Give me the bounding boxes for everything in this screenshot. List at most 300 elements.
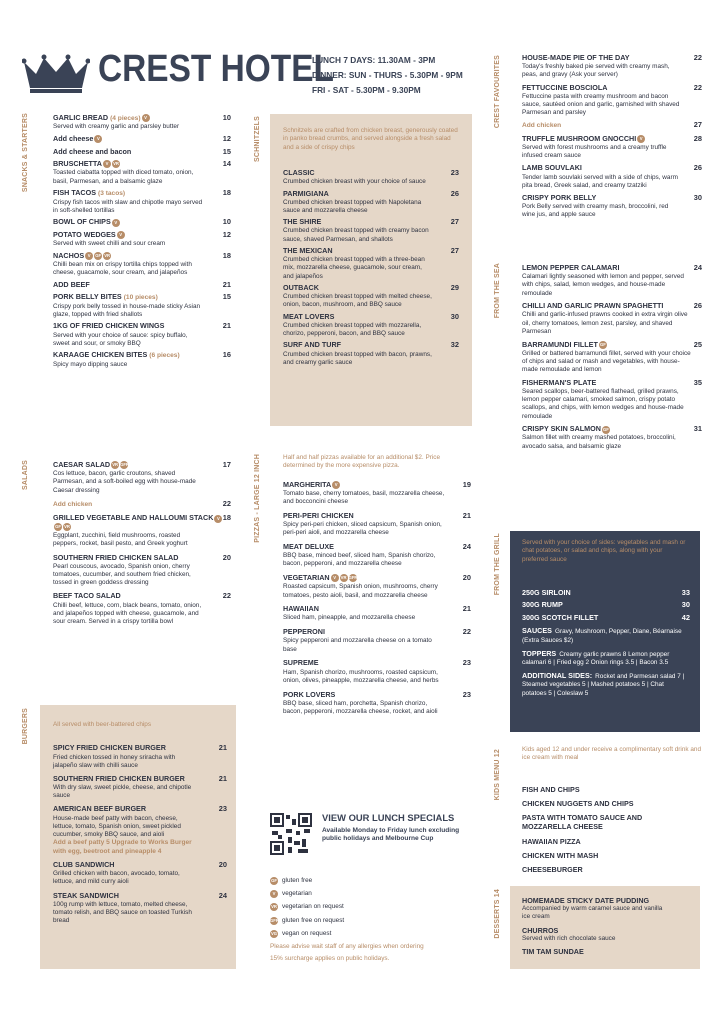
item-name: POTATO WEDGES [53,229,116,239]
pizzas-section [283,454,471,721]
diet-v-icon: V [214,515,222,523]
item-description: Ham, Spanish chorizo, mushrooms, roasted capsicum, onion, olives, pineapple, mozzarella cheese, and herbs [283,668,439,684]
item-row [522,424,702,434]
favourites-section [522,53,702,222]
item-row [53,350,231,360]
item-title [283,312,334,322]
item-price: 23 [450,167,459,177]
diet-gf-icon: GF [271,878,277,884]
snacks-item [53,350,231,369]
item-row [283,573,471,583]
salads-label: SALADS [22,460,29,490]
item-addon: Add a beef patty 5 Upgrade to Works Burger with egg, beetroot and pineapple 4 [53,839,192,855]
item-description: Spicy pepperoni and mozzarella cheese on a tomato base [283,637,432,653]
item-title [283,283,319,293]
item-price: 27 [450,217,459,227]
item-name: BRUSCHETTA [53,159,102,169]
item-name: MEAT DELUXE [283,541,334,551]
snacks-item [53,292,231,319]
snacks-item [53,321,231,348]
item-price: 21 [462,604,471,614]
item-name: HOUSE-MADE PIE OF THE DAY [522,53,630,62]
burgers-label: BURGERS [22,708,29,745]
legend-label: vegetarian on request [282,903,344,911]
snacks-item [53,251,231,278]
item-title [53,591,121,601]
item-name: FISHERMAN'S PLATE [522,377,597,387]
item-description: Pork Belly served with creamy mash, broccolini, red wine jus, and apple sauce [522,203,669,219]
hours-dinner-weekend: FRI - SAT - 5.30PM - 9.30PM [312,85,421,95]
grill-label: FROM THE GRILL [494,533,501,596]
favourites-item [522,83,702,118]
item-name: 1KG OF FRIED CHICKEN WINGS [53,321,165,331]
item-title [53,292,158,302]
burgers-item [53,743,227,770]
item-name: PORK BELLY BITES [53,292,122,302]
diet-gf-icon: GF [599,341,606,347]
item-name: ADD BEEF [53,279,90,289]
item-description: Toasted ciabatta topped with diced tomato, onion, basil, Parmesan, and a balsamic glaze [53,169,194,185]
item-name: BOWL OF CHIPS [53,217,111,227]
sea-label: FROM THE SEA [494,263,501,319]
snacks-item [53,230,231,248]
item-name: MARGHERITA [283,479,332,489]
kids-intro: Kids aged 12 and under receive a complimentary soft drink and ice cream with meal [522,746,702,762]
item-row [283,168,459,178]
legend-item [270,903,470,911]
item-title [53,860,115,870]
item-description: Crumbed chicken breast with your choice of sauce [283,178,426,186]
item-price: 22 [462,627,471,637]
grill-item-name: 250G SIRLOIN [522,587,571,597]
item-title [522,193,596,203]
item-price: 21 [222,321,231,331]
item-row [522,163,702,173]
item-description: Pearl couscous, avocado, Spanish onion, cherry tomatoes, cucumber, and southern fried chicken, tossed in green goddess dressing [53,562,191,587]
item-price: 20 [218,860,227,870]
grill-item [522,600,690,609]
hours-dinner-weekday: DINNER: SUN - THURS - 5.30PM - 9PM [312,70,463,80]
item-row [53,230,231,240]
lunch-specials [322,812,472,844]
sea-item [522,263,702,298]
diet-gf-icon: GF [603,426,609,432]
item-description: Served with sweet chilli and sour cream [53,240,166,248]
grill-sauces-text: Gravy, Mushroom, Pepper, Diane, Béarnaise (Extra Sauces $2) [522,628,682,644]
item-title [53,460,128,470]
surcharge-note: 15% surcharge applies on public holidays. [270,955,390,963]
item-price: 18 [222,188,231,198]
pizzas-item [283,604,471,622]
item-name: SUPREME [283,658,319,668]
item-price: 12 [222,229,231,239]
item-price: 24 [462,541,471,551]
item-price: 30 [693,192,702,202]
item-title [53,743,166,753]
item-title [522,163,582,173]
favourites-label: CREST FAVOURITES [494,55,501,129]
item-name: CRISPY PORK BELLY [522,192,597,202]
item-row [53,321,231,331]
hotel-name: CREST HOTEL [98,48,334,90]
item-price: 30 [450,311,459,321]
item-row [283,312,459,322]
item-description: Fried chicken tossed in honey sriracha with jalapeño slaw with chilli sauce [53,753,176,769]
kids-section [522,746,702,879]
item-title [53,350,180,360]
item-row [283,217,459,227]
item-description: Crispy pork belly tossed in house-made sticky Asian glaze, topped with fried shallots [53,302,201,318]
diet-vr-icon: VR [340,575,347,581]
legend-item [270,930,470,938]
item-portion: (3 tacos) [98,190,126,198]
item-name: Add chicken [522,122,562,130]
item-description: Roasted capsicum, Spanish onion, mushrooms, cherry tomatoes, pesto aioli, basil, and mozzarella cheese [283,583,438,599]
item-row [53,591,231,601]
salads-item [53,553,231,588]
item-row [53,891,227,901]
item-description: BBQ base, sliced ham, porchetta, Spanish chorizo, bacon, pepperoni, mozzarella cheese, rocket, and aioli [283,699,438,715]
diet-vg-icon: VG [270,930,278,936]
diet-gfr-icon: GFR [348,575,358,581]
item-portion: (10 pieces) [123,294,158,302]
burgers-intro: All served with beer-battered chips [53,721,152,728]
dietary-legend [270,877,470,964]
item-row [53,217,231,227]
item-price: 22 [222,591,231,601]
item-title [283,217,321,227]
item-name: FISH TACOS [53,188,96,198]
legend-label: gluten free on request [282,916,345,924]
item-price: 15 [222,292,231,302]
salads-item [53,499,231,509]
item-title [283,511,354,521]
item-name: KARAAGE CHICKEN BITES [53,350,148,360]
item-price: 35 [693,377,702,387]
item-title [522,301,663,311]
item-name: THE SHIRE [283,217,322,227]
item-row [522,378,702,388]
item-row [283,627,471,637]
item-name: PERI-PERI CHICKEN [283,510,354,520]
item-title [522,424,610,434]
item-title [53,501,92,509]
grill-item-price: 30 [681,600,690,610]
item-title [283,573,357,583]
item-price: 21 [218,743,227,753]
sea-item [522,424,702,451]
diet-v-icon: V [112,219,120,227]
item-name: TRUFFLE MUSHROOM GNOCCHI [522,133,637,143]
item-description: Fettuccine pasta with creamy mushroom and bacon sauce, sautéed onion and garlic, garnished with shaved Parmesan and parsley [522,92,680,117]
item-row [283,283,459,293]
item-row [53,113,231,123]
pizzas-item [283,690,471,717]
item-name: SOUTHERN FRIED CHICKEN BURGER [53,773,185,783]
grill-item-price: 42 [681,612,690,622]
item-description: Crispy fish tacos with slaw and chipotle mayo served in soft-shelled tortillas [53,198,203,214]
item-name: BARRAMUNDI FILLET [522,339,598,349]
item-title [522,263,619,273]
item-name: PORK LOVERS [283,689,336,699]
item-name: CLUB SANDWICH [53,860,115,870]
diet-v-icon: V [85,252,93,260]
salads-item [53,513,231,548]
grill-sauces-label: SAUCES [522,626,552,636]
item-description: Calamari lightly seasoned with lemon and pepper, served with chips, salad, lemon wedges, and house-made remoulade [522,273,684,297]
item-row [522,301,702,311]
item-name: OUTBACK [283,282,319,292]
item-description: BBQ base, minced beef, sliced ham, Spanish chorizo, bacon, pepperoni, and mozzarella cheese [283,552,436,568]
item-title [522,340,607,350]
snacks-item [53,134,231,144]
item-row [283,542,471,552]
item-title [522,134,645,144]
favourites-item [522,134,702,161]
dessert-name: HOMEMADE STICKY DATE PUDDING [522,896,650,905]
schnitzels-item [283,283,459,310]
pizzas-item [283,627,471,654]
item-name: THE MEXICAN [283,246,333,256]
item-price: 20 [462,573,471,583]
item-description: Spicy mayo dipping sauce [53,360,128,368]
hours-lunch: LUNCH 7 DAYS: 11.30AM - 3PM [312,55,436,65]
item-title [53,188,125,198]
snacks-label: SNACKS & STARTERS [22,113,29,193]
item-price: 17 [222,460,231,469]
item-price: 18 [222,513,231,523]
item-price: 14 [222,159,231,169]
kids-item: CHICKEN NUGGETS AND CHIPS [522,798,634,808]
item-price: 10 [222,113,231,122]
grill-item [522,588,690,597]
item-name: Add cheese and bacon [53,146,132,156]
diet-vr-icon: VR [104,252,111,258]
grill-item-name: 300G SCOTCH FILLET [522,612,599,622]
item-price: 10 [222,217,231,227]
sea-item [522,378,702,421]
dessert-name: TIM TAM SUNDAE [522,947,584,956]
diet-gf-icon: GF [95,252,102,258]
item-description: Served with forest mushrooms and a creamy truffle infused cream sauce [522,143,667,160]
item-title [53,217,120,227]
sea-item [522,301,702,336]
item-name: FETTUCCINE BOSCIOLA [522,82,608,92]
item-row [283,511,471,521]
item-row [283,480,471,490]
burgers-section [53,721,227,929]
item-name: SURF AND TURF [283,340,342,350]
item-title [53,553,178,563]
item-title [53,159,120,169]
favourites-item [522,163,702,190]
item-row [53,774,227,784]
item-description: Spicy peri-peri chicken, sliced capsicum, Spanish onion, peri-peri aioli, and mozzarella cheese [283,521,442,537]
item-title [522,53,630,63]
item-row [53,499,231,509]
item-title [53,280,90,290]
pizzas-item [283,658,471,685]
item-title [283,604,319,614]
schnitzels-item [283,217,459,244]
grill-item-price: 33 [681,587,690,597]
item-title [53,147,131,157]
item-row [53,188,231,198]
item-name: CLASSIC [283,167,315,177]
item-name: MEAT LOVERS [283,311,335,321]
item-description: Seared scallops, beer-battered flathead, grilled prawns, lemon pepper calamari, smoked salmon, crispy potato scallops, and chips, with lemon wedges and house-made remoulade [522,387,684,420]
burgers-item [53,891,227,926]
diet-v-icon: V [332,481,340,489]
item-title [283,340,341,350]
diet-v-icon: V [103,160,111,168]
item-price: 24 [218,890,227,900]
pizzas-label: PIZZAS - LARGE 12 INCH [254,454,261,543]
item-name: Add cheese [53,134,94,144]
item-price: 23 [218,804,227,814]
item-row [53,159,231,169]
item-title [53,513,223,532]
burgers-item [53,774,227,801]
kids-item: HAWAIIAN PIZZA [522,836,581,846]
item-price: 27 [693,120,702,130]
grill-toppers-label: TOPPERS [522,648,557,658]
item-title [53,774,185,784]
item-row [522,263,702,273]
item-price: 26 [450,188,459,198]
item-title [283,690,335,700]
salads-item [53,591,231,626]
legend-label: gluten free [282,877,313,884]
item-price: 21 [218,773,227,783]
legend-item [270,917,470,925]
diet-gfr-icon: GFR [120,462,129,468]
crown-logo-icon [22,54,90,94]
diet-vr-icon: VR [113,161,119,167]
item-price: 26 [693,163,702,173]
item-title [283,542,334,552]
item-description: Served with creamy garlic and parsley butter [53,123,180,131]
item-price: 23 [462,689,471,699]
snacks-item [53,147,231,157]
opening-hours [312,53,463,98]
lunch-specials-title[interactable]: VIEW OUR LUNCH SPECIALS [322,812,455,823]
schnitzels-item [283,246,459,281]
item-description: Eggplant, zucchini, field mushrooms, roasted peppers, rocket, basil pesto, and Greek yoghurt [53,532,188,548]
grill-intro: Served with your choice of sides: vegetables and mash or chat potatoes, or salad and chips, along with your preferred sauce [522,539,686,563]
item-description: Tomato base, cherry tomatoes, basil, mozzarella cheese, and bocconcini cheese [283,489,445,506]
item-description: 100g rump with lettuce, tomato, melted cheese, tomato relish, and BBQ sauce on toasted Turkish bread [53,900,192,925]
item-price: 22 [693,53,702,62]
grill-toppers [522,649,690,667]
item-price: 25 [693,339,702,349]
item-title [522,378,596,388]
item-description: Chilli and garlic-infused prawns cooked in extra virgin olive oil, cherry tomatoes, lemon zest, parsley, and shaved Parmesan [522,311,688,335]
item-title [53,230,125,240]
item-name: PEPPERONI [283,627,325,637]
item-portion: (4 pieces) [110,115,141,122]
schnitzels-item [283,340,459,367]
salads-item [53,460,231,495]
qr-code-icon[interactable] [270,813,312,855]
snacks-item [53,188,231,215]
item-title [522,83,607,93]
item-price: 15 [222,146,231,156]
lunch-specials-text: Available Monday to Friday lunch excluding public holidays and Melbourne Cup [322,827,460,843]
item-row [53,460,231,470]
grill-sauces [522,626,690,644]
diet-vr-icon: VR [64,524,70,530]
grill-toppers-text: Creamy garlic prawns 8 Lemon pepper calamari 6 | Fried egg 2 Onion rings 3.5 | Bacon 3.5 [522,650,670,666]
item-title [53,321,164,331]
item-row [283,246,459,256]
snacks-section [53,113,231,371]
snacks-item [53,280,231,290]
item-description: Chilli beef, lettuce, corn, black beans, tomato, onion, and jalapeños topped with cheese, guacamole, and sour cream. Served in a crispy tortilla bowl [53,601,202,625]
legend-label: vegan on request [282,929,332,937]
item-description: Sliced ham, pineapple, and mozzarella cheese [283,614,416,622]
item-title [283,168,315,178]
item-title [283,189,329,199]
item-title [283,246,333,256]
item-description: Grilled chicken with bacon, avocado, tomato, lettuce, and mild curry aioli [53,870,180,886]
item-row [53,804,227,814]
item-name: SOUTHERN FRIED CHICKEN SALAD [53,552,179,562]
schnitzels-item [283,312,459,339]
item-description: Crumbed chicken breast topped with a three-bean mix, mozzarella cheese, guacamole, sour cream, and jalapeños [283,256,425,280]
item-description: Crumbed chicken breast topped with bacon, prawns, and creamy garlic sauce [283,350,432,366]
item-name: NACHOS [53,250,85,260]
item-row [522,83,702,93]
diet-gfr-icon: GFR [270,917,279,923]
item-description: Today's freshly baked pie served with creamy mash, peas, and gravy (Ask your server) [522,63,670,79]
kids-item: CHEESEBURGER [522,864,583,874]
legend-label: vegetarian [282,890,312,898]
schnitzels-item [283,189,459,216]
desserts-label: DESSERTS 14 [494,889,501,939]
item-title [283,658,319,668]
item-title [283,480,340,490]
item-price: 28 [693,133,702,143]
kids-label: KIDS MENU 12 [494,749,501,801]
dessert-description: Served with rich chocolate sauce [522,934,616,942]
item-name: GRILLED VEGETABLE AND HALLOUMI STACK [53,513,214,523]
kids-item: CHICKEN WITH MASH [522,850,599,860]
schnitzels-item [283,168,459,186]
item-row [53,553,231,563]
item-row [53,280,231,290]
diet-v-icon: V [94,135,102,143]
item-row [53,251,231,261]
item-description: Salmon fillet with creamy mashed potatoes, broccolini, avocado salsa, and balsamic glaze [522,434,676,450]
allergy-note: Please advise wait staff of any allergies when ordering [270,942,424,950]
item-row [283,340,459,350]
favourites-item [522,193,702,220]
item-name: HAWAIIAN [283,604,319,614]
item-row [53,134,231,144]
item-row [283,189,459,199]
item-price: 22 [693,82,702,92]
snacks-item [53,159,231,186]
salads-section [53,460,231,630]
item-name: CHILLI AND GARLIC PRAWN SPAGHETTI [522,301,664,311]
item-description: Crumbed chicken breast topped with creamy bacon sauce, shaved Parmesan, and shallots [283,227,429,243]
snacks-item [53,113,231,132]
item-price: 20 [222,552,231,562]
item-price: 29 [450,282,459,292]
item-name: AMERICAN BEEF BURGER [53,804,147,814]
item-description: Crumbed chicken breast topped with Napoletana sauce and mozzarella cheese [283,198,422,214]
